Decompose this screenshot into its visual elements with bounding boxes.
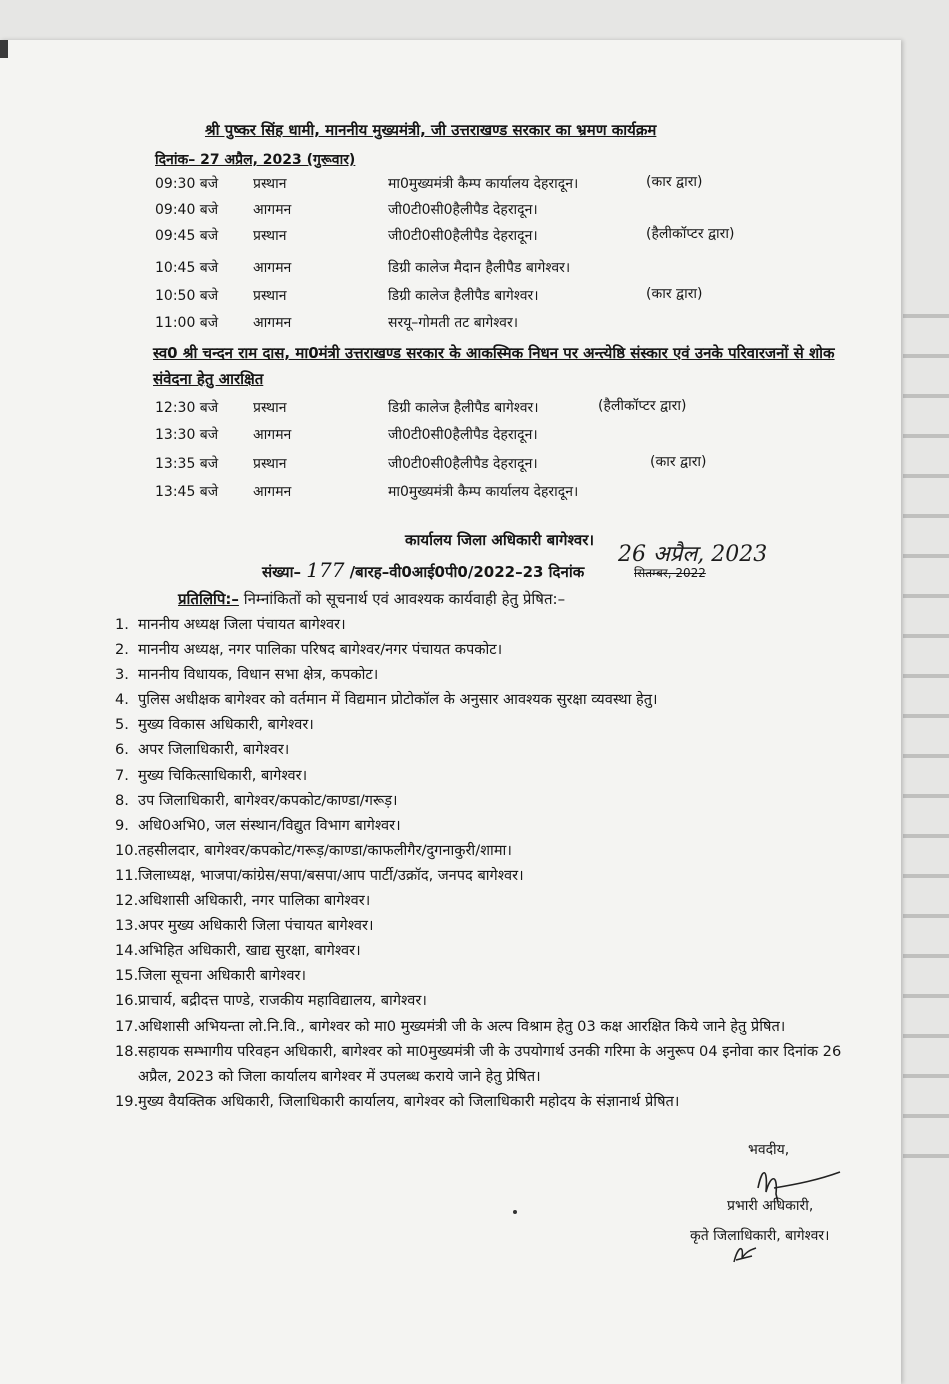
- time: 09:40 बजे: [155, 202, 219, 218]
- item-text: तहसीलदार, बागेश्वर/कपकोट/गरूड़/काण्डा/काफलीगैर/दुगनाकुरी/शामा।: [138, 841, 512, 859]
- list-item: [115, 712, 875, 737]
- mode: (कार द्वारा): [650, 454, 707, 470]
- item-number: 18.: [115, 1042, 139, 1060]
- item-text: अधिशासी अधिकारी, नगर पालिका बागेश्वर।: [138, 892, 371, 910]
- place: सरयू–गोमती तट बागेश्वर।: [388, 315, 518, 331]
- item-text: अधि0अभि0, जल संस्थान/विद्युत विभाग बागेश्वर।: [138, 816, 401, 834]
- item-number: 8.: [115, 791, 129, 809]
- initials-icon: [730, 1240, 760, 1266]
- document-page: [0, 40, 901, 1384]
- signatory-designation: प्रभारी अधिकारी,: [727, 1198, 814, 1214]
- action: आगमन: [253, 202, 292, 218]
- item-number: 7.: [115, 766, 129, 784]
- item-text: अधिशासी अभियन्ता लो.नि.वि., बागेश्वर को मा0 मुख्यमंत्री जी के अल्प विश्राम हेतु 03 कक्ष आरक्षित किये जाने हेतु प्रेषित।: [138, 1017, 786, 1035]
- action: प्रस्थान: [253, 288, 287, 304]
- item-text: मुख्य वैयक्तिक अधिकारी, जिलाधिकारी कार्यालय, बागेश्वर को जिलाधिकारी महोदय के संज्ञानार्थ प्रेषित।: [138, 1092, 680, 1110]
- item-number: 16.: [115, 992, 139, 1010]
- item-text: मुख्य चिकित्साधिकारी, बागेश्वर।: [138, 766, 308, 784]
- copy-to-line: [178, 589, 565, 609]
- time: 13:35 बजे: [155, 456, 219, 472]
- action: प्रस्थान: [253, 456, 287, 472]
- action: आगमन: [253, 427, 292, 443]
- document-heading: श्री पुष्कर सिंह धामी, माननीय मुख्यमंत्री, जी उत्तराखण्ड सरकार का भ्रमण कार्यक्रम: [205, 121, 657, 139]
- place: मा0मुख्यमंत्री कैम्प कार्यालय देहरादून।: [388, 176, 579, 192]
- list-item: [115, 637, 875, 662]
- page-edge-mark: [0, 40, 8, 58]
- action: प्रस्थान: [253, 228, 287, 244]
- list-item: [115, 687, 875, 712]
- place: डिग्री कालेज हैलीपैड बागेश्वर।: [388, 288, 539, 304]
- time: 10:50 बजे: [155, 288, 219, 304]
- item-text: अभिहित अधिकारी, खाद्य सुरक्षा, बागेश्वर।: [138, 942, 361, 960]
- list-item: [115, 737, 875, 762]
- time: 13:30 बजे: [155, 427, 219, 443]
- list-item: [115, 1089, 875, 1114]
- item-number: 17.: [115, 1017, 139, 1035]
- signatory-on-behalf: कृते जिलाधिकारी, बागेश्वर।: [690, 1228, 830, 1244]
- item-number: 10.: [115, 841, 139, 859]
- time: 09:45 बजे: [155, 228, 219, 244]
- item-number: 1.: [115, 616, 129, 633]
- action: प्रस्थान: [253, 176, 287, 192]
- action: आगमन: [253, 484, 292, 500]
- mode: (कार द्वारा): [646, 174, 703, 190]
- action: आगमन: [253, 315, 292, 331]
- list-item: [115, 963, 875, 988]
- place: डिग्री कालेज हैलीपैड बागेश्वर।: [388, 400, 539, 416]
- list-item: [115, 612, 875, 637]
- item-number: 5.: [115, 716, 129, 734]
- list-item: [115, 1039, 875, 1089]
- item-number: 11.: [115, 866, 139, 884]
- list-item: [115, 938, 875, 963]
- list-item: [115, 913, 875, 938]
- list-item: [115, 1014, 875, 1039]
- recipients-list: [115, 612, 875, 1114]
- reference-line: [262, 558, 584, 582]
- item-number: 14.: [115, 942, 139, 960]
- item-text: अपर जिलाधिकारी, बागेश्वर।: [138, 741, 290, 759]
- time: 12:30 बजे: [155, 400, 219, 416]
- list-item: [115, 888, 875, 913]
- item-number: 4.: [115, 691, 129, 709]
- mode: (कार द्वारा): [646, 286, 703, 302]
- action: प्रस्थान: [253, 400, 287, 416]
- office-name: कार्यालय जिला अधिकारी बागेश्वर।: [405, 531, 595, 549]
- item-number: 13.: [115, 917, 139, 935]
- ref-number-handwritten: 177: [306, 558, 345, 582]
- list-item: [115, 662, 875, 687]
- list-item: [115, 763, 875, 788]
- place: जी0टी0सी0हैलीपैड देहरादून।: [388, 228, 538, 244]
- item-text: पुलिस अधीक्षक बागेश्वर को वर्तमान में विद्यमान प्रोटोकॉल के अनुसार आवश्यक सुरक्षा व्यवस्था हेतु।: [138, 691, 658, 709]
- place: जी0टी0सी0हैलीपैड देहरादून।: [388, 456, 538, 472]
- ref-suffix: /बारह–वी0आई0पी0/2022–23 दिनांक: [349, 563, 585, 581]
- mode: (हैलीकॉप्टर द्वारा): [598, 398, 687, 414]
- item-number: 19.: [115, 1092, 139, 1110]
- item-text: मुख्य विकास अधिकारी, बागेश्वर।: [138, 716, 314, 734]
- place: मा0मुख्यमंत्री कैम्प कार्यालय देहरादून।: [388, 484, 579, 500]
- item-text: उप जिलाधिकारी, बागेश्वर/कपकोट/काण्डा/गरूड़।: [138, 791, 398, 809]
- item-number: 6.: [115, 741, 129, 759]
- list-item: [115, 838, 875, 863]
- item-number: 3.: [115, 666, 129, 684]
- list-item: [115, 813, 875, 838]
- list-item: [115, 863, 875, 888]
- item-text: जिला सूचना अधिकारी बागेश्वर।: [138, 967, 306, 985]
- copy-to-text: निम्नांकितों को सूचनार्थ एवं आवश्यक कार्यवाही हेतु प्रेषित:–: [243, 590, 566, 608]
- handwritten-date: 26 अप्रैल, 2023: [618, 542, 768, 567]
- list-item: [115, 788, 875, 813]
- item-text: सहायक सम्भागीय परिवहन अधिकारी, बागेश्वर को मा0मुख्यमंत्री जी के उपयोगार्थ उनकी गरिमा के अनुरूप 04 इनोवा कार दिनांक 26 अप्रैल, 2023 को जिला कार्यालय बागेश्वर में उपलब्ध कराये जाने हेतु प्रेषित।: [138, 1042, 842, 1085]
- item-number: 12.: [115, 892, 139, 910]
- place: जी0टी0सी0हैलीपैड देहरादून।: [388, 427, 538, 443]
- time: 13:45 बजे: [155, 484, 219, 500]
- place: जी0टी0सी0हैलीपैड देहरादून।: [388, 202, 538, 218]
- tour-date: दिनांक– 27 अप्रैल, 2023 (गुरूवार): [155, 152, 356, 168]
- item-number: 9.: [115, 816, 129, 834]
- mode: (हैलीकॉप्टर द्वारा): [646, 226, 735, 242]
- action: आगमन: [253, 260, 292, 276]
- item-text: माननीय विधायक, विधान सभा क्षेत्र, कपकोट।: [138, 666, 379, 684]
- place: डिग्री कालेज मैदान हैलीपैड बागेश्वर।: [388, 260, 571, 276]
- item-number: 2.: [115, 641, 129, 659]
- reserved-notice: स्व0 श्री चन्दन राम दास, मा0मंत्री उत्तराखण्ड सरकार के आकस्मिक निधन पर अन्त्येष्ठि संस्कार एवं उनके परिवारजनों से शोक संवेदना हेतु आरक्षित: [153, 344, 835, 388]
- struck-date: सितम्बर, 2022: [634, 566, 706, 580]
- time: 11:00 बजे: [155, 315, 219, 331]
- item-text: प्राचार्य, बद्रीदत्त पाण्डे, राजकीय महाविद्यालय, बागेश्वर।: [138, 992, 427, 1010]
- copy-to-label: प्रतिलिपि:–: [178, 590, 239, 608]
- item-text: माननीय अध्यक्ष जिला पंचायत बागेश्वर।: [138, 616, 346, 633]
- time: 09:30 बजे: [155, 176, 219, 192]
- time: 10:45 बजे: [155, 260, 219, 276]
- item-number: 15.: [115, 967, 139, 985]
- item-text: माननीय अध्यक्ष, नगर पालिका परिषद बागेश्वर/नगर पंचायत कपकोट।: [138, 641, 503, 659]
- ink-dot: [513, 1210, 517, 1214]
- closing-salutation: भवदीय,: [748, 1142, 790, 1158]
- list-item: [115, 988, 875, 1013]
- item-text: अपर मुख्य अधिकारी जिला पंचायत बागेश्वर।: [138, 917, 374, 935]
- adjacent-page-edge: [903, 300, 949, 1180]
- item-text: जिलाध्यक्ष, भाजपा/कांग्रेस/सपा/बसपा/आप पार्टी/उक्रॉद, जनपद बागेश्वर।: [138, 866, 524, 884]
- ref-prefix: संख्या–: [262, 563, 302, 581]
